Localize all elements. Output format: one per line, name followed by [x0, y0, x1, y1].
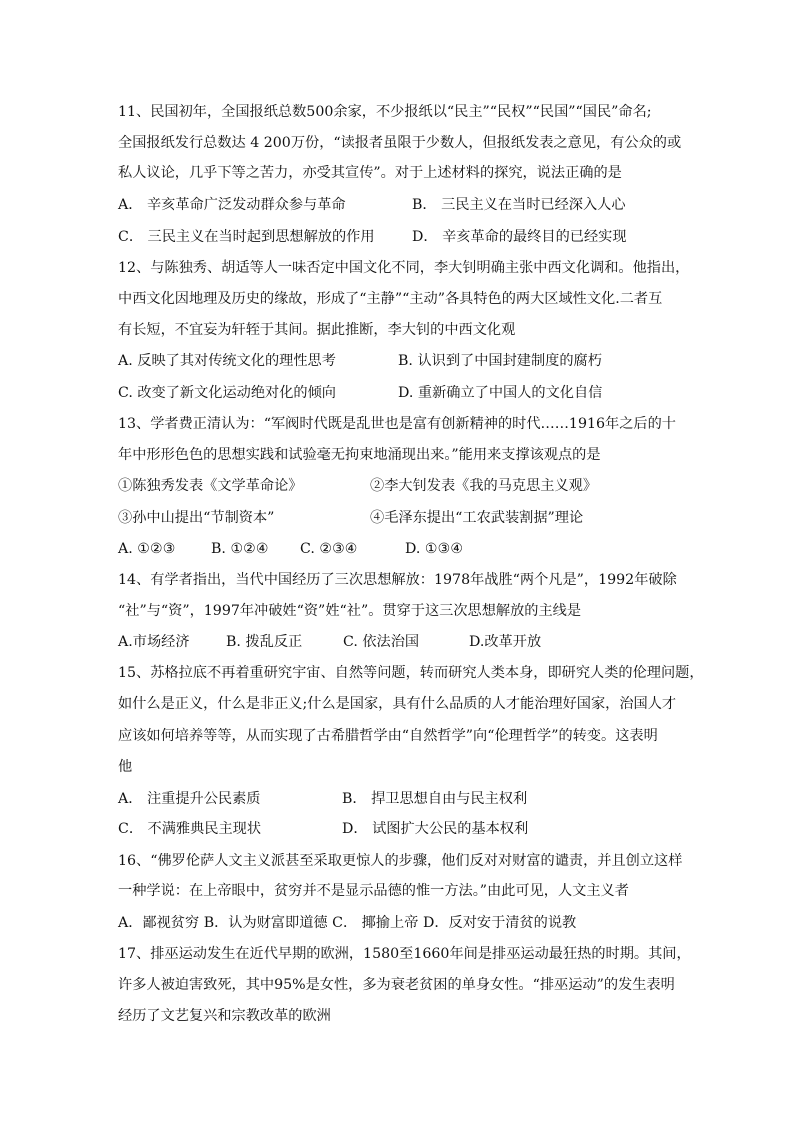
statement-1: ①陈独秀发表《文学革命论》 [118, 478, 303, 494]
question-text-line: 一种学说：在上帝眼中，贫穷并不是显示品德的惟一方法。”由此可见，人文主义者 [118, 883, 629, 899]
question-text-line: 私人议论，几乎下等之苦力，亦受其宣传”。对于上述材料的探究，说法正确的是 [118, 165, 622, 181]
option-c: C. 改变了新文化运动绝对化的倾向 [118, 385, 336, 401]
option-a: A. ①②③ [118, 541, 176, 557]
question-text-line: 如什么是正义，什么是非正义;什么是国家，具有什么品质的人才能治理好国家，治国人才 [118, 696, 677, 712]
option-d: D． 辛亥革命的最终目的已经实现 [412, 229, 627, 245]
question-text-line: 15、苏格拉底不再着重研究宇宙、自然等问题，转而研究人类本身，即研究人类的伦理问题， [118, 665, 704, 681]
question-text-line: 年中形形色色的思想实践和试验毫无拘束地涌现出来。”能用来支撑该观点的是 [118, 447, 601, 463]
option-d: D. 重新确立了中国人的文化自信 [398, 385, 603, 401]
question-text-line: 17、排巫运动发生在近代早期的欧洲，1580至1660年间是排巫运动最狂热的时期。其间， [118, 946, 691, 962]
statement-2: ②李大钊发表《我的马克思主义观》 [370, 478, 598, 494]
question-text-line: 全国报纸发行总数达 4 200万份，“读报者虽限于少数人，但报纸发表之意见，有公众的或 [118, 135, 682, 151]
option-a: A. 反映了其对传统文化的理性思考 [118, 353, 336, 369]
option-b: B. ①②④ [211, 541, 269, 557]
option-c: C． 不满雅典民主现状 [118, 821, 262, 837]
option-d: D.改革开放 [469, 634, 542, 650]
option-d: D. ①③④ [405, 541, 464, 557]
option-b: B. 拨乱反正 [226, 634, 303, 650]
question-text-line: 有长短，不宜妄为轩轾于其间。据此推断，李大钊的中西文化观 [118, 322, 516, 338]
options-line: A．鄙视贫穷 B．认为财富即道德 C． 揶揄上帝 D．反对安于清贫的说教 [118, 915, 577, 931]
question-text-line: 中西文化因地理及历史的缘故，形成了“主静”“主动”各具特色的两大区域性文化.二者互 [118, 291, 663, 307]
option-b: B． 捍卫思想自由与民主权利 [342, 791, 528, 807]
option-c: C. ②③④ [300, 541, 358, 557]
statement-4: ④毛泽东提出“工农武装割据”理论 [370, 510, 584, 526]
question-text-line: 他 [118, 759, 133, 775]
option-a: A.市场经济 [118, 634, 190, 650]
question-text-line: 16、“佛罗伦萨人文主义派甚至采取更惊人的步骤，他们反对对财富的谴责，并且创立这样 [118, 853, 683, 869]
option-a: A． 注重提升公民素质 [118, 791, 261, 807]
option-c: C． 三民主义在当时起到思想解放的作用 [118, 229, 375, 245]
question-text-line: 13、学者费正清认为：“军阀时代既是乱世也是富有创新精神的时代……1916年之后的十 [118, 416, 676, 432]
statement-3: ③孙中山提出“节制资本” [118, 510, 275, 526]
option-a: A． 辛亥革命广泛发动群众参与革命 [118, 197, 346, 213]
question-text-line: 12、与陈独秀、胡适等人一味否定中国文化不同，李大钊明确主张中西文化调和。他指出， [118, 260, 690, 276]
question-text-line: 11、民国初年，全国报纸总数500余家，不少报纸以“民主”“民权”“民国”“国民”命名; [118, 104, 652, 120]
option-d: D． 试图扩大公民的基本权利 [342, 821, 529, 837]
option-c: C. 依法治国 [343, 634, 420, 650]
option-b: B． 三民主义在当时已经深入人心 [412, 197, 626, 213]
question-text-line: “社”与“资”，1997年冲破姓“资”姓“社”。贯穿于这三次思想解放的主线是 [118, 603, 582, 619]
question-text-line: 14、有学者指出，当代中国经历了三次思想解放：1978年战胜“两个凡是”，1992年破除 [118, 572, 677, 588]
question-text-line: 应该如何培养等等，从而实现了古希腊哲学由“自然哲学”向“伦理哲学”的转变。这表明 [118, 728, 658, 744]
question-text-line: 许多人被迫害致死，其中95%是女性，多为衰老贫困的单身女性。“排巫运动”的发生表明 [118, 977, 675, 993]
question-text-line: 经历了文艺复兴和宗教改革的欧洲 [118, 1008, 331, 1024]
option-b: B. 认识到了中国封建制度的腐朽 [398, 353, 602, 369]
